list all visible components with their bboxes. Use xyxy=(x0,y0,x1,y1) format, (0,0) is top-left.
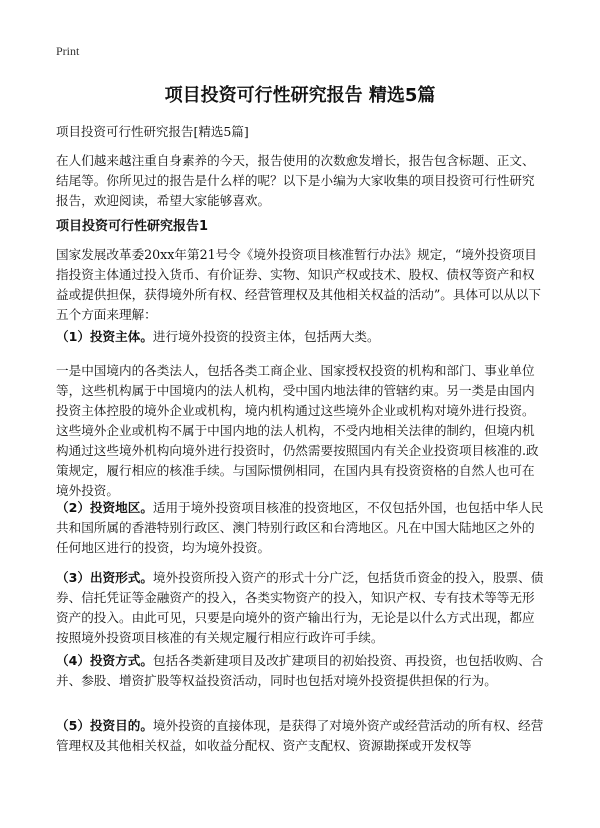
paragraph-definition: 国家发展改革委20xx年第21号令《境外投资项目核准暂行办法》规定，“境外投资项目指投资主体通过投入货币、有价证券、实物、知识产权或技术、股权、债权等资产和权益或提供担保，获得境外所有权、经营管理权及其他相关权益的活动”。具体可以从以下五个方面来理解： xyxy=(56,247,542,322)
point-1-text: 进行境外投资的投资主体，包括两大类。 xyxy=(152,329,380,344)
point-4 xyxy=(56,651,544,691)
point-5 xyxy=(56,716,544,756)
point-1-detail-text: 一是中国境内的各类法人，包括各类工商企业、国家授权投资的机构和部门、事业单位等，这些机构属于中国境内的法人机构，受中国内地法律的管辖约束。另一类是由国内投资主体控股的境外企业或机构，境内机构通过这些境外企业或机构对境外进行投资。这些境外企业或机构不属于中国内地的法人机构，不受内地相关法律的制约，但境内机构通过这些境外机构向境外进行投资时，仍然需要按照国内有关企业投资项目核准的.政策规定，履行相应的核准手续。与国际惯例相同，在国内具有投资资格的自然人也可在境外投资。 xyxy=(56,363,539,498)
point-3-text: 境外投资所投入资产的形式十分广泛，包括货币资金的投入，股票、债券、信托凭证等金融资产的投入，各类实物资产的投入，知识产权、专有技术等等无形资产的投入。由此可见，只要是向境外的资产输出行为，无论是以什么方式出现，都应按照境外投资项目核准的有关规定履行相应行政许可手续。 xyxy=(56,570,544,645)
point-5-label: （5）投资目的。 xyxy=(56,718,153,733)
point-1-label: （1）投资主体。 xyxy=(56,329,153,344)
point-5-text: 境外投资的直接体现，是获得了对境外资产或经营活动的所有权、经营管理权及其他相关权益，如收益分配权、资产支配权、资源勘探或开发权等 xyxy=(56,718,544,753)
document-subtitle: 项目投资可行性研究报告[精选5篇] xyxy=(56,124,249,139)
point-2 xyxy=(56,498,544,558)
point-4-label: （4）投资方式。 xyxy=(56,653,153,668)
print-label: Print xyxy=(56,44,80,58)
intro-paragraph: 在人们越来越注重自身素养的今天，报告使用的次数愈发增长，报告包含标题、正文、结尾等。你所见过的报告是什么样的呢？以下是小编为大家收集的项目投资可行性研究报告，欢迎阅读，希望大家能够喜欢。 xyxy=(56,153,535,208)
point-1-detail xyxy=(56,361,544,501)
point-3-label: （3）出资形式。 xyxy=(56,570,153,585)
point-2-text: 适用于境外投资项目核准的投资地区，不仅包括外国，也包括中华人民共和国所属的香港特别行政区、澳门特别行政区和台湾地区。凡在中国大陆地区之外的任何地区进行的投资，均为境外投资。 xyxy=(56,500,544,555)
point-3 xyxy=(56,568,544,648)
point-1 xyxy=(56,327,544,347)
section-heading: 项目投资可行性研究报告1 xyxy=(56,219,209,234)
point-4-text: 包括各类新建项目及改扩建项目的初始投资、再投资，也包括收购、合并、参股、增资扩股等权益投资活动，同时也包括对境外投资提供担保的行为。 xyxy=(56,653,544,688)
document-title: 项目投资可行性研究报告 精选5篇 xyxy=(164,85,436,106)
point-2-label: （2）投资地区。 xyxy=(56,500,153,515)
